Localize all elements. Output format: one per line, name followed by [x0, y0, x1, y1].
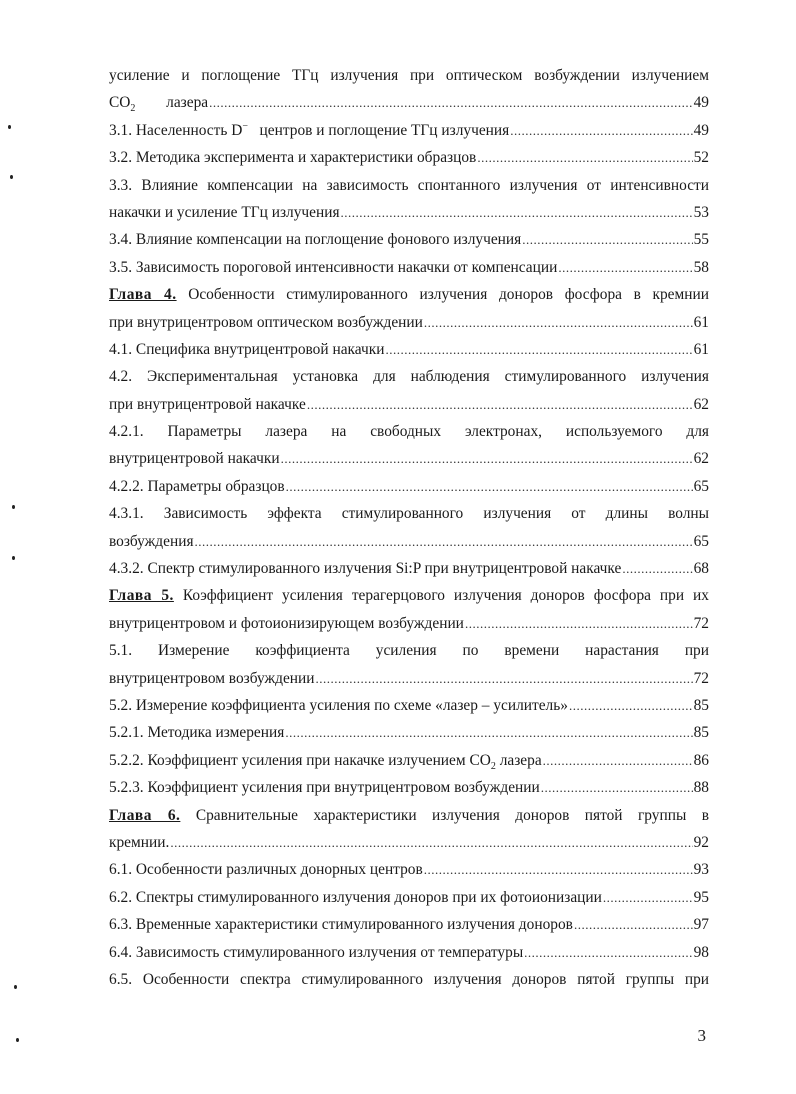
toc-page-number: 52	[693, 149, 709, 167]
toc-chapter-line	[109, 582, 709, 609]
toc-page-number: 61	[693, 340, 709, 358]
scan-speck	[10, 175, 13, 179]
toc-text: 4.3.1. Зависимость эффекта стимулированного излучения от длины волны	[109, 505, 709, 523]
leader-dots	[424, 856, 693, 883]
toc-text: 6.2. Спектры стимулированного излучения доноров при их фотоионизации	[109, 888, 602, 906]
toc-line	[109, 829, 709, 856]
toc-text: 3.5. Зависимость пороговой интенсивности накачки от компенсации	[109, 258, 558, 276]
toc-line	[109, 610, 709, 637]
toc-text: 6.1. Особенности различных донорных центров	[109, 861, 423, 879]
toc-text: 5.2. Измерение коэффициента усиления по схеме «лазер – усилитель»	[109, 696, 568, 714]
toc-line	[109, 418, 709, 445]
toc-text: 4.2.1. Параметры лазера на свободных электронах, используемого для	[109, 423, 709, 441]
toc-line	[109, 856, 709, 883]
leader-dots	[195, 528, 693, 555]
toc-text: 4.1. Специфика внутрицентровой накачки	[109, 340, 385, 358]
toc-text: Глава 5. Коэффициент усиления терагерцового излучения доноров фосфора при их	[109, 587, 709, 605]
toc-text: внутрицентровом возбуждении	[109, 669, 315, 687]
toc-text: 6.4. Зависимость стимулированного излучения от температуры	[109, 943, 524, 961]
toc-page-number: 72	[693, 614, 709, 632]
toc-text: $CO_2$ лазера	[109, 94, 209, 115]
scan-speck	[12, 556, 15, 560]
toc-line	[109, 774, 709, 801]
toc-text: 5.1. Измерение коэффициента усиления по времени нарастания при	[109, 642, 709, 660]
leader-dots	[558, 254, 692, 281]
leader-dots	[541, 774, 693, 801]
scan-speck	[8, 125, 11, 129]
table-of-contents	[109, 62, 709, 993]
toc-page-number: 88	[693, 779, 709, 797]
toc-line	[109, 528, 709, 555]
scan-speck	[12, 505, 15, 509]
leader-dots	[622, 555, 692, 582]
toc-line	[109, 254, 709, 281]
toc-line	[109, 911, 709, 938]
toc-chapter-line	[109, 281, 709, 308]
toc-line	[109, 199, 709, 226]
toc-line	[109, 445, 709, 472]
leader-dots	[522, 226, 692, 253]
leader-dots	[524, 939, 692, 966]
toc-text: возбуждения	[109, 532, 194, 550]
toc-text: внутрицентровой накачки	[109, 450, 280, 468]
toc-line	[109, 309, 709, 336]
chapter-label: Глава 4.	[109, 286, 177, 304]
leader-dots	[574, 911, 693, 938]
toc-page-number: 93	[693, 861, 709, 879]
toc-line	[109, 692, 709, 719]
toc-line	[109, 719, 709, 746]
toc-line	[109, 939, 709, 966]
leader-dots	[286, 473, 693, 500]
leader-dots	[307, 391, 693, 418]
scan-speck	[14, 985, 17, 989]
leader-dots	[315, 665, 692, 692]
leader-dots	[170, 829, 692, 856]
toc-line	[109, 226, 709, 253]
leader-dots	[285, 719, 692, 746]
toc-line	[109, 473, 709, 500]
toc-page-number: 49	[693, 121, 709, 139]
leader-dots	[341, 199, 693, 226]
toc-page-number: 55	[693, 231, 709, 249]
toc-text: 3.3. Влияние компенсации на зависимость спонтанного излучения от интенсивности	[109, 176, 709, 194]
toc-page-number: 98	[693, 943, 709, 961]
toc-line	[109, 89, 709, 116]
leader-dots	[281, 445, 693, 472]
toc-line	[109, 555, 709, 582]
toc-page-number: 72	[693, 669, 709, 687]
toc-page-number: 62	[693, 450, 709, 468]
toc-text: Глава 4. Особенности стимулированного излучения доноров фосфора в кремнии	[109, 286, 709, 304]
toc-page-number: 53	[693, 203, 709, 221]
toc-page-number: 95	[693, 888, 709, 906]
toc-line	[109, 336, 709, 363]
toc-page-number: 58	[693, 258, 709, 276]
toc-line	[109, 172, 709, 199]
leader-dots	[209, 89, 692, 116]
scan-speck	[16, 1038, 19, 1042]
toc-line	[109, 144, 709, 171]
toc-page-number: 61	[693, 313, 709, 331]
toc-page-number: 92	[693, 833, 709, 851]
toc-text: 5.2.1. Методика измерения	[109, 724, 285, 742]
toc-page-number: 85	[693, 696, 709, 714]
toc-page-number: 86	[693, 751, 709, 769]
toc-page-number: 49	[693, 94, 709, 112]
toc-text: 6.3. Временные характеристики стимулированного излучения доноров	[109, 916, 573, 934]
toc-page-number: 65	[693, 477, 709, 495]
leader-dots	[603, 884, 693, 911]
toc-line	[109, 884, 709, 911]
toc-text: усиление и поглощение ТГц излучения при оптическом возбуждении излучением	[109, 67, 709, 84]
toc-page-number: 85	[693, 724, 709, 742]
leader-dots	[510, 117, 692, 144]
toc-line	[109, 117, 709, 144]
toc-text: 6.5. Особенности спектра стимулированного излучения доноров пятой группы при	[109, 970, 709, 988]
toc-line	[109, 665, 709, 692]
toc-text: 4.3.2. Спектр стимулированного излучения Si:P при внутрицентровой накачке	[109, 560, 622, 578]
leader-dots	[465, 610, 693, 637]
toc-text: 5.2.3. Коэффициент усиления при внутрицентровом возбуждении	[109, 779, 540, 797]
toc-text: 5.2.2. Коэффициент усиления при накачке излучением $CO_2$ лазера	[109, 751, 542, 772]
toc-text: 3.4. Влияние компенсации на поглощение фонового излучения	[109, 231, 522, 249]
toc-text: при внутрицентровом оптическом возбуждении	[109, 313, 423, 331]
toc-line	[109, 637, 709, 664]
toc-text: накачки и усиление ТГц излучения	[109, 203, 340, 221]
leader-dots	[424, 309, 693, 336]
toc-text: Глава 6. Сравнительные характеристики излучения доноров пятой группы в	[109, 806, 709, 824]
toc-line	[109, 391, 709, 418]
leader-dots	[385, 336, 692, 363]
toc-page-number: 68	[693, 560, 709, 578]
toc-line	[109, 500, 709, 527]
leader-dots	[543, 747, 693, 774]
leader-dots	[569, 692, 693, 719]
toc-line	[109, 747, 709, 774]
toc-text: 4.2. Экспериментальная установка для наблюдения стимулированного излучения	[109, 368, 709, 386]
chapter-label: Глава 5.	[109, 587, 174, 605]
toc-text: при внутрицентровой накачке	[109, 395, 306, 413]
toc-chapter-line	[109, 802, 709, 829]
toc-line	[109, 966, 709, 993]
chapter-label: Глава 6.	[109, 806, 181, 824]
toc-page-number: 62	[693, 395, 709, 413]
toc-text: 3.1. Населенность D− центров и поглощение ТГц излучения	[109, 120, 510, 139]
toc-text: внутрицентровом и фотоионизирующем возбуждении	[109, 614, 464, 632]
leader-dots	[477, 144, 692, 171]
toc-text: 3.2. Методика эксперимента и характеристики образцов	[109, 149, 477, 167]
page-number: 3	[697, 1026, 706, 1045]
toc-text: кремнии.	[109, 833, 170, 851]
toc-page-number: 97	[693, 916, 709, 934]
toc-page-number: 65	[693, 532, 709, 550]
toc-line	[109, 62, 709, 89]
toc-text: 4.2.2. Параметры образцов	[109, 477, 285, 495]
toc-line	[109, 363, 709, 390]
